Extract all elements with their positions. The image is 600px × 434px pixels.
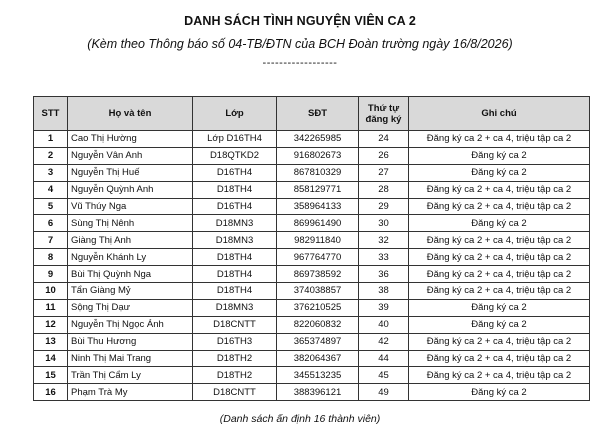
column-header-name: Họ và tên [68, 97, 193, 131]
cell-class: D18MN3 [193, 232, 277, 249]
cell-class: D18TH4 [193, 181, 277, 198]
cell-note: Đăng ký ca 2 + ca 4, triệu tập ca 2 [409, 350, 590, 367]
cell-class: D16TH4 [193, 198, 277, 215]
cell-phone: 869738592 [277, 266, 359, 283]
cell-stt: 4 [34, 181, 68, 198]
cell-name: Trần Thị Cẩm Ly [68, 367, 193, 384]
column-header-order: Thứ tự đăng ký [359, 97, 409, 131]
table-row [34, 384, 590, 401]
table-row [34, 164, 590, 181]
cell-order: 44 [359, 350, 409, 367]
cell-order: 36 [359, 266, 409, 283]
cell-phone: 967764770 [277, 249, 359, 266]
cell-stt: 16 [34, 384, 68, 401]
table-row [34, 198, 590, 215]
cell-note: Đăng ký ca 2 + ca 4, triệu tập ca 2 [409, 198, 590, 215]
cell-phone: 822060832 [277, 316, 359, 333]
cell-stt: 5 [34, 198, 68, 215]
cell-stt: 1 [34, 131, 68, 148]
column-header-note: Ghi chú [409, 97, 590, 131]
table-row [34, 316, 590, 333]
cell-class: D16TH4 [193, 164, 277, 181]
cell-phone: 982911840 [277, 232, 359, 249]
document-title: DANH SÁCH TÌNH NGUYỆN VIÊN CA 2 [184, 14, 416, 28]
cell-class: D18TH2 [193, 367, 277, 384]
cell-phone: 365374897 [277, 333, 359, 350]
table-header-row [34, 97, 590, 131]
column-header-class: Lớp [193, 97, 277, 131]
cell-phone: 916802673 [277, 147, 359, 164]
cell-stt: 14 [34, 350, 68, 367]
cell-name: Bùi Thu Hương [68, 333, 193, 350]
cell-name: Nguyễn Thị Huế [68, 164, 193, 181]
cell-note: Đăng ký ca 2 [409, 316, 590, 333]
cell-order: 38 [359, 283, 409, 300]
cell-order: 40 [359, 316, 409, 333]
cell-class: D18CNTT [193, 384, 277, 401]
cell-stt: 7 [34, 232, 68, 249]
cell-name: Sùng Thị Nênh [68, 215, 193, 232]
cell-name: Phạm Trà My [68, 384, 193, 401]
cell-class: D18TH2 [193, 350, 277, 367]
cell-note: Đăng ký ca 2 + ca 4, triệu tập ca 2 [409, 266, 590, 283]
column-header-phone: SĐT [277, 97, 359, 131]
cell-stt: 6 [34, 215, 68, 232]
cell-name: Cao Thị Hường [68, 131, 193, 148]
cell-note: Đăng ký ca 2 + ca 4, triệu tập ca 2 [409, 283, 590, 300]
cell-name: Nguyễn Quỳnh Anh [68, 181, 193, 198]
cell-order: 45 [359, 367, 409, 384]
table-row [34, 299, 590, 316]
cell-phone: 858129771 [277, 181, 359, 198]
cell-class: D18TH4 [193, 266, 277, 283]
cell-phone: 388396121 [277, 384, 359, 401]
cell-phone: 869961490 [277, 215, 359, 232]
cell-note: Đăng ký ca 2 [409, 299, 590, 316]
cell-note: Đăng ký ca 2 [409, 164, 590, 181]
cell-note: Đăng ký ca 2 [409, 384, 590, 401]
cell-phone: 382064367 [277, 350, 359, 367]
cell-name: Tẩn Giàng Mỷ [68, 283, 193, 300]
cell-phone: 342265985 [277, 131, 359, 148]
cell-note: Đăng ký ca 2 + ca 4, triệu tập ca 2 [409, 181, 590, 198]
separator-line: ------------------ [262, 57, 338, 69]
table-row [34, 181, 590, 198]
column-header-stt: STT [34, 97, 68, 131]
cell-name: Bùi Thị Quỳnh Nga [68, 266, 193, 283]
table-row [34, 215, 590, 232]
cell-order: 29 [359, 198, 409, 215]
cell-class: D18CNTT [193, 316, 277, 333]
cell-class: D18TH4 [193, 283, 277, 300]
cell-order: 33 [359, 249, 409, 266]
cell-phone: 867810329 [277, 164, 359, 181]
cell-stt: 10 [34, 283, 68, 300]
cell-stt: 3 [34, 164, 68, 181]
table-row [34, 333, 590, 350]
cell-name: Giàng Thị Anh [68, 232, 193, 249]
cell-phone: 374038857 [277, 283, 359, 300]
cell-class: D18MN3 [193, 299, 277, 316]
volunteer-table [33, 96, 590, 401]
cell-class: D18QTKD2 [193, 147, 277, 164]
table-row [34, 283, 590, 300]
cell-phone: 358964133 [277, 198, 359, 215]
cell-stt: 13 [34, 333, 68, 350]
cell-phone: 345513235 [277, 367, 359, 384]
table-row [34, 249, 590, 266]
cell-order: 49 [359, 384, 409, 401]
cell-stt: 8 [34, 249, 68, 266]
cell-order: 30 [359, 215, 409, 232]
table-row [34, 350, 590, 367]
cell-name: Vũ Thúy Nga [68, 198, 193, 215]
cell-stt: 9 [34, 266, 68, 283]
cell-class: Lớp D16TH4 [193, 131, 277, 148]
cell-order: 26 [359, 147, 409, 164]
cell-order: 42 [359, 333, 409, 350]
cell-note: Đăng ký ca 2 [409, 215, 590, 232]
cell-order: 39 [359, 299, 409, 316]
footer-note: (Danh sách ấn định 16 thành viên) [219, 413, 381, 425]
cell-class: D16TH3 [193, 333, 277, 350]
table-row [34, 232, 590, 249]
cell-name: Nguyễn Vân Anh [68, 147, 193, 164]
cell-order: 27 [359, 164, 409, 181]
cell-stt: 12 [34, 316, 68, 333]
cell-note: Đăng ký ca 2 + ca 4, triệu tập ca 2 [409, 367, 590, 384]
cell-name: Ninh Thị Mai Trang [68, 350, 193, 367]
cell-class: D18MN3 [193, 215, 277, 232]
cell-stt: 11 [34, 299, 68, 316]
cell-name: Nguyễn Thị Ngọc Ánh [68, 316, 193, 333]
cell-stt: 2 [34, 147, 68, 164]
cell-phone: 376210525 [277, 299, 359, 316]
cell-name: Nguyễn Khánh Ly [68, 249, 193, 266]
cell-note: Đăng ký ca 2 + ca 4, triệu tập ca 2 [409, 249, 590, 266]
cell-order: 28 [359, 181, 409, 198]
cell-class: D18TH4 [193, 249, 277, 266]
cell-order: 24 [359, 131, 409, 148]
document-subtitle: (Kèm theo Thông báo số 04-TB/ĐTN của BCH Đoàn trường ngày 16/8/2026) [87, 37, 513, 51]
table-row [34, 266, 590, 283]
cell-note: Đăng ký ca 2 + ca 4, triệu tập ca 2 [409, 232, 590, 249]
cell-note: Đăng ký ca 2 [409, 147, 590, 164]
table-row [34, 131, 590, 148]
table-row [34, 147, 590, 164]
table-row [34, 367, 590, 384]
cell-note: Đăng ký ca 2 + ca 4, triệu tập ca 2 [409, 131, 590, 148]
cell-note: Đăng ký ca 2 + ca 4, triệu tập ca 2 [409, 333, 590, 350]
cell-order: 32 [359, 232, 409, 249]
cell-stt: 15 [34, 367, 68, 384]
cell-name: Sộng Thị Dạư [68, 299, 193, 316]
